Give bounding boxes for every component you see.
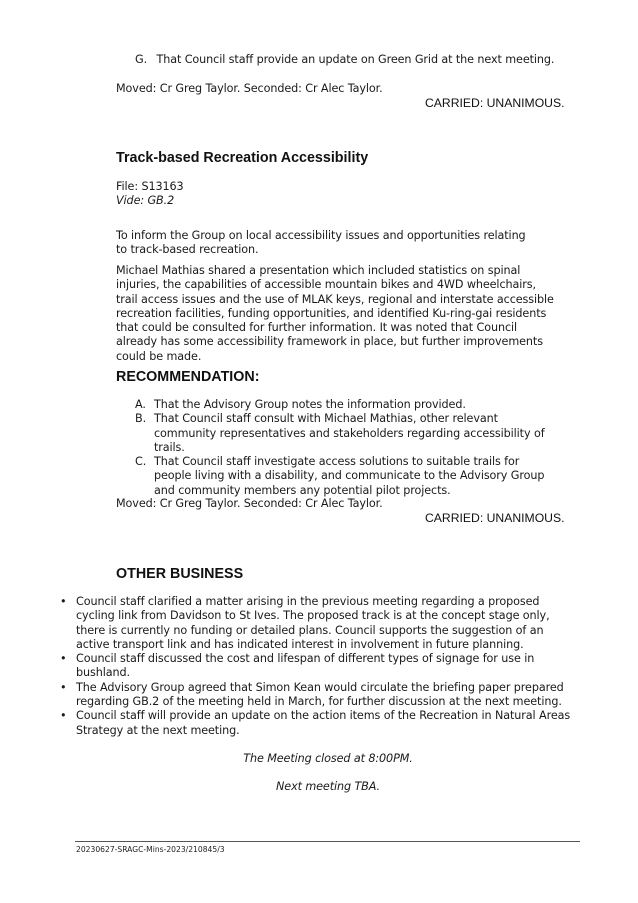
list-item <box>60 595 580 652</box>
list-item <box>60 681 580 710</box>
discussion-paragraph: Michael Mathias shared a presentation which included statistics on spinal injuries, the capabilities of accessible mountain bikes and 4WD wheelchairs, trail access issues and the use of MLAK keys, regional and interstate accessible recreation facilities, funding opportunities, and identified Ku-ring-gai residents that could be consulted for further information. It was noted that Council already has some accessibility framework in place, but further improvements could be made. <box>116 264 554 363</box>
footer-divider <box>75 841 580 842</box>
recommendation-item <box>135 398 555 412</box>
list-item <box>60 709 580 738</box>
next-meeting-line: Next meeting TBA. <box>276 780 380 793</box>
bullet-icon: • <box>60 595 67 608</box>
recommendation-item <box>135 455 555 498</box>
moved-seconded-line: Moved: Cr Greg Taylor. Seconded: Cr Alec Taylor. <box>116 82 383 95</box>
recommendation-item-g <box>135 53 575 67</box>
other-business-heading: OTHER BUSINESS <box>116 566 244 582</box>
list-item <box>60 652 580 681</box>
carried-status: CARRIED: UNANIMOUS. <box>425 96 565 110</box>
recommendation-text: That Council staff provide an update on Green Grid at the next meeting. <box>156 53 555 66</box>
purpose-paragraph: To inform the Group on local accessibility issues and opportunities relating to track-based recreation. <box>116 229 526 257</box>
footer-document-reference: 20230627-SRAGC-Mins-2023/210845/3 <box>76 845 225 854</box>
list-item-text: Council staff clarified a matter arising in the previous meeting regarding a proposed cycling link from Davidson to St Ives. The proposed track is at the concept stage only, there is currently no funding or detailed plans. Council supports the suggestion of an active transport link and has indicated interest in involvement in future planning. <box>76 595 550 651</box>
recommendation-letter: G. <box>135 53 148 66</box>
list-item-text: Council staff discussed the cost and lifespan of different types of signage for use in bushland. <box>76 652 535 680</box>
recommendation-heading: RECOMMENDATION: <box>116 369 260 385</box>
file-reference: File: S13163 <box>116 180 184 193</box>
recommendation-list <box>135 398 555 498</box>
meeting-closed-line: The Meeting closed at 8:00PM. <box>243 752 413 765</box>
list-item-text: Council staff will provide an update on the action items of the Recreation in Natural Areas Strategy at the next meeting. <box>76 709 571 737</box>
recommendation-letter: B. <box>135 412 147 426</box>
section-title: Track-based Recreation Accessibility <box>116 150 369 166</box>
recommendation-letter: A. <box>135 398 146 411</box>
recommendation-text: That Council staff investigate access solutions to suitable trails for people living with a disability, and communicate to the Advisory Group and community members any potential pilot projects. <box>154 455 545 497</box>
carried-status: CARRIED: UNANIMOUS. <box>425 511 565 525</box>
bullet-icon: • <box>60 652 67 666</box>
recommendation-text: That the Advisory Group notes the information provided. <box>154 398 466 411</box>
moved-seconded-line: Moved: Cr Greg Taylor. Seconded: Cr Alec Taylor. <box>116 497 383 510</box>
recommendation-letter: C. <box>135 455 147 469</box>
bullet-icon: • <box>60 709 67 723</box>
list-item-text: The Advisory Group agreed that Simon Kean would circulate the briefing paper prepared regarding GB.2 of the meeting held in March, for further discussion at the next meeting. <box>76 680 564 709</box>
vide-reference: Vide: GB.2 <box>116 194 175 207</box>
bullet-icon: • <box>60 680 67 694</box>
recommendation-text: That Council staff consult with Michael Mathias, other relevant community representatives and stakeholders regarding accessibility of trails. <box>154 412 545 454</box>
other-business-list <box>60 595 580 738</box>
recommendation-item <box>135 412 555 455</box>
